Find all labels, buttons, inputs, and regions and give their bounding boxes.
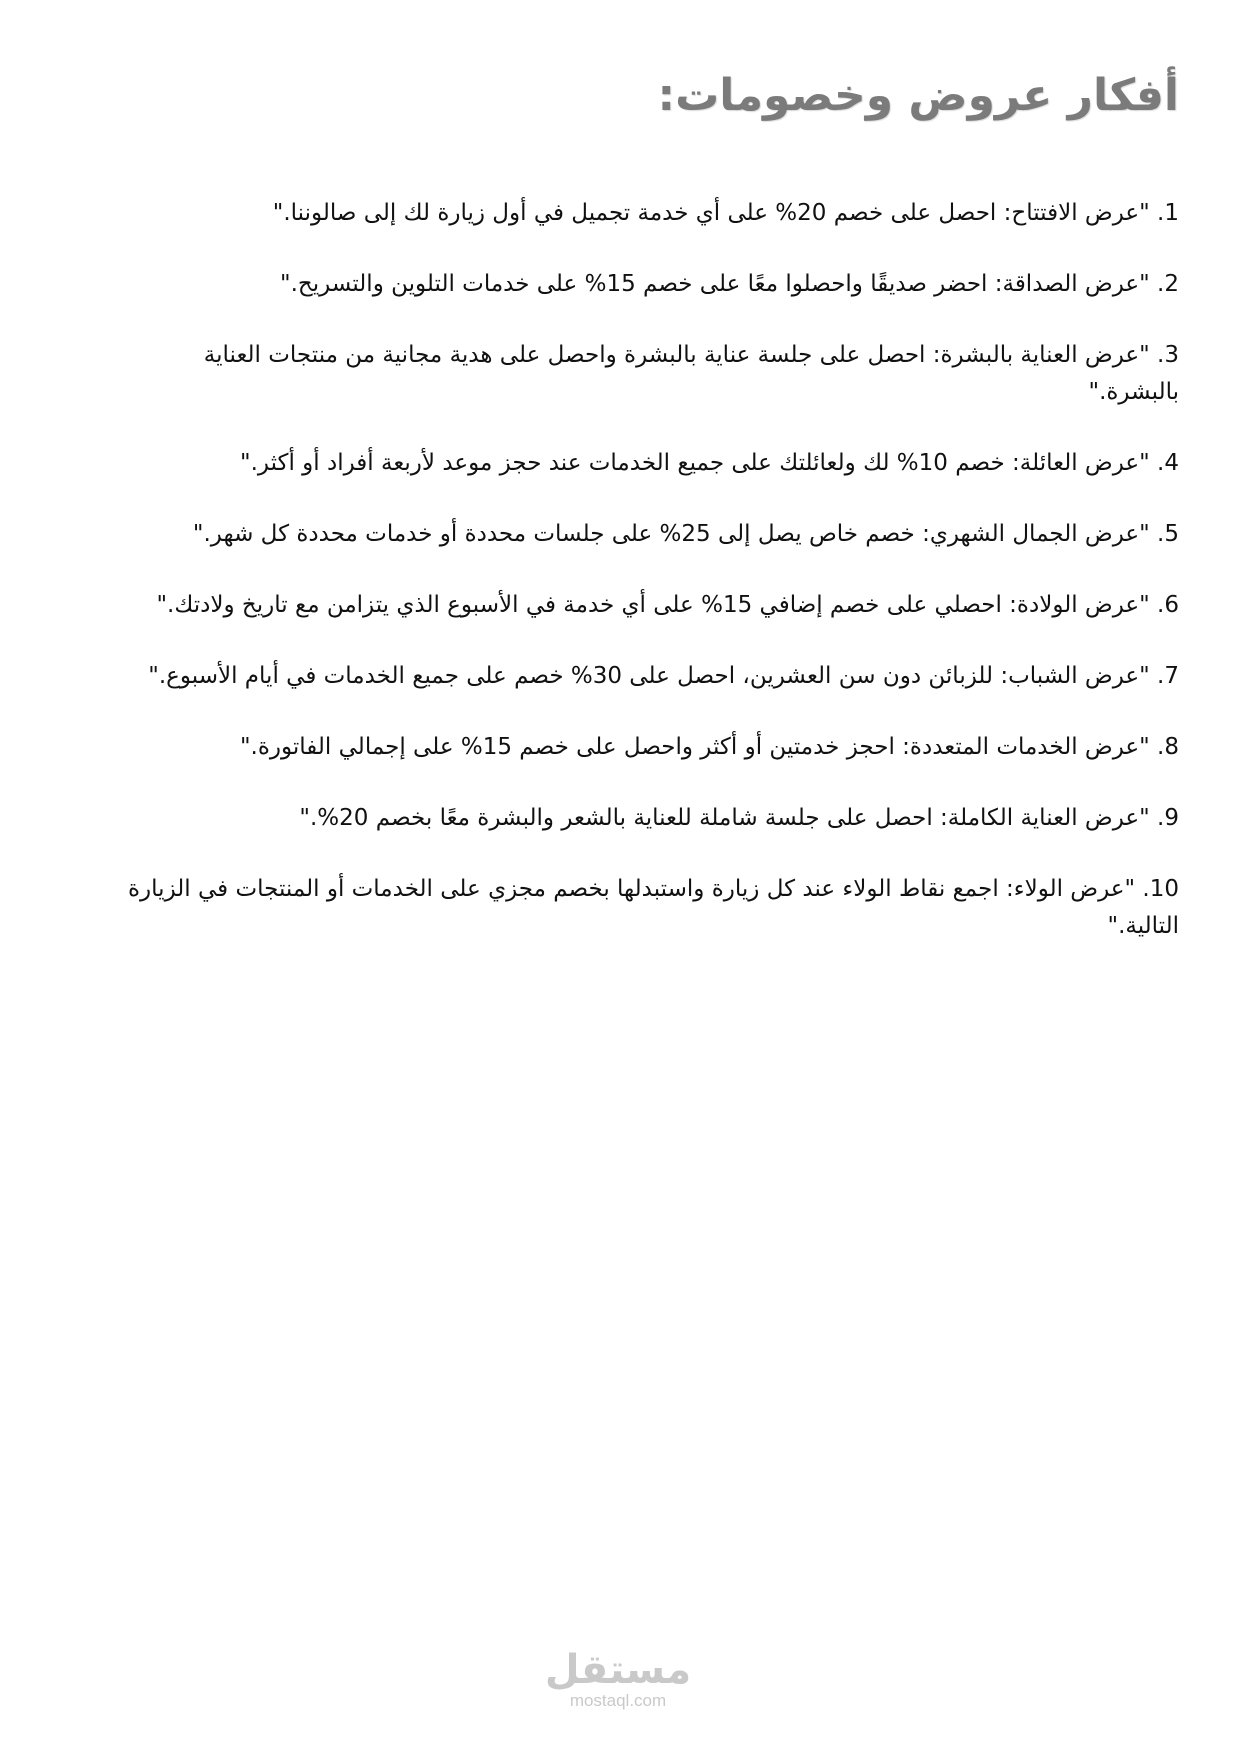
offer-number: 4.	[1157, 450, 1179, 476]
offer-text: "عرض الافتتاح: احصل على خصم 20% على أي خدمة تجميل في أول زيارة لك إلى صالوننا."	[272, 200, 1150, 226]
offer-text: "عرض الخدمات المتعددة: احجز خدمتين أو أكثر واحصل على خصم 15% على إجمالي الفاتورة."	[239, 734, 1150, 760]
offer-number: 6.	[1157, 592, 1179, 618]
offer-number: 3.	[1157, 342, 1179, 368]
offer-item-2	[119, 266, 1179, 303]
watermark-url: mostaql.com	[569, 1691, 667, 1710]
watermark-logo: مستقل	[544, 1647, 692, 1693]
offer-item-10	[119, 871, 1179, 945]
offer-number: 1.	[1157, 200, 1179, 226]
offer-number: 2.	[1157, 271, 1179, 297]
offer-item-1	[119, 195, 1179, 232]
offer-text: "عرض الشباب: للزبائن دون سن العشرين، احصل على 30% خصم على جميع الخدمات في أيام الأسبوع."	[148, 663, 1150, 689]
offer-item-4	[119, 445, 1179, 482]
offer-text: "عرض الجمال الشهري: خصم خاص يصل إلى 25% على جلسات محددة أو خدمات محددة كل شهر."	[192, 521, 1150, 547]
offer-number: 5.	[1157, 521, 1179, 547]
offer-item-5	[119, 516, 1179, 553]
offer-item-9	[119, 800, 1179, 837]
page-title: أفكار عروض وخصومات:	[657, 70, 1179, 121]
offer-number: 9.	[1157, 805, 1179, 831]
offer-item-3	[119, 337, 1179, 411]
offer-text: "عرض الصداقة: احضر صديقًا واحصلوا معًا على خصم 15% على خدمات التلوين والتسريح."	[280, 271, 1150, 297]
offer-item-6	[119, 587, 1179, 624]
offer-text: "عرض العناية بالبشرة: احصل على جلسة عناية بالبشرة واحصل على هدية مجانية من منتجات العناية بالبشرة."	[203, 342, 1179, 405]
offer-number: 10.	[1142, 876, 1179, 902]
offer-text: "عرض العناية الكاملة: احصل على جلسة شاملة للعناية بالشعر والبشرة معًا بخصم 20%."	[299, 805, 1150, 831]
offer-number: 8.	[1157, 734, 1179, 760]
offer-number: 7.	[1157, 663, 1179, 689]
offer-item-7	[119, 658, 1179, 695]
mostaql-watermark	[538, 1647, 698, 1711]
offer-text: "عرض العائلة: خصم 10% لك ولعائلتك على جميع الخدمات عند حجز موعد لأربعة أفراد أو أكثر."	[239, 450, 1150, 476]
offer-text: "عرض الولادة: احصلي على خصم إضافي 15% على أي خدمة في الأسبوع الذي يتزامن مع تاريخ ولادتك."	[156, 592, 1150, 618]
offer-item-8	[119, 729, 1179, 766]
offer-text: "عرض الولاء: اجمع نقاط الولاء عند كل زيارة واستبدلها بخصم مجزي على الخدمات أو المنتجات في الزيارة التالية."	[128, 876, 1179, 939]
offers-list	[119, 195, 1179, 979]
